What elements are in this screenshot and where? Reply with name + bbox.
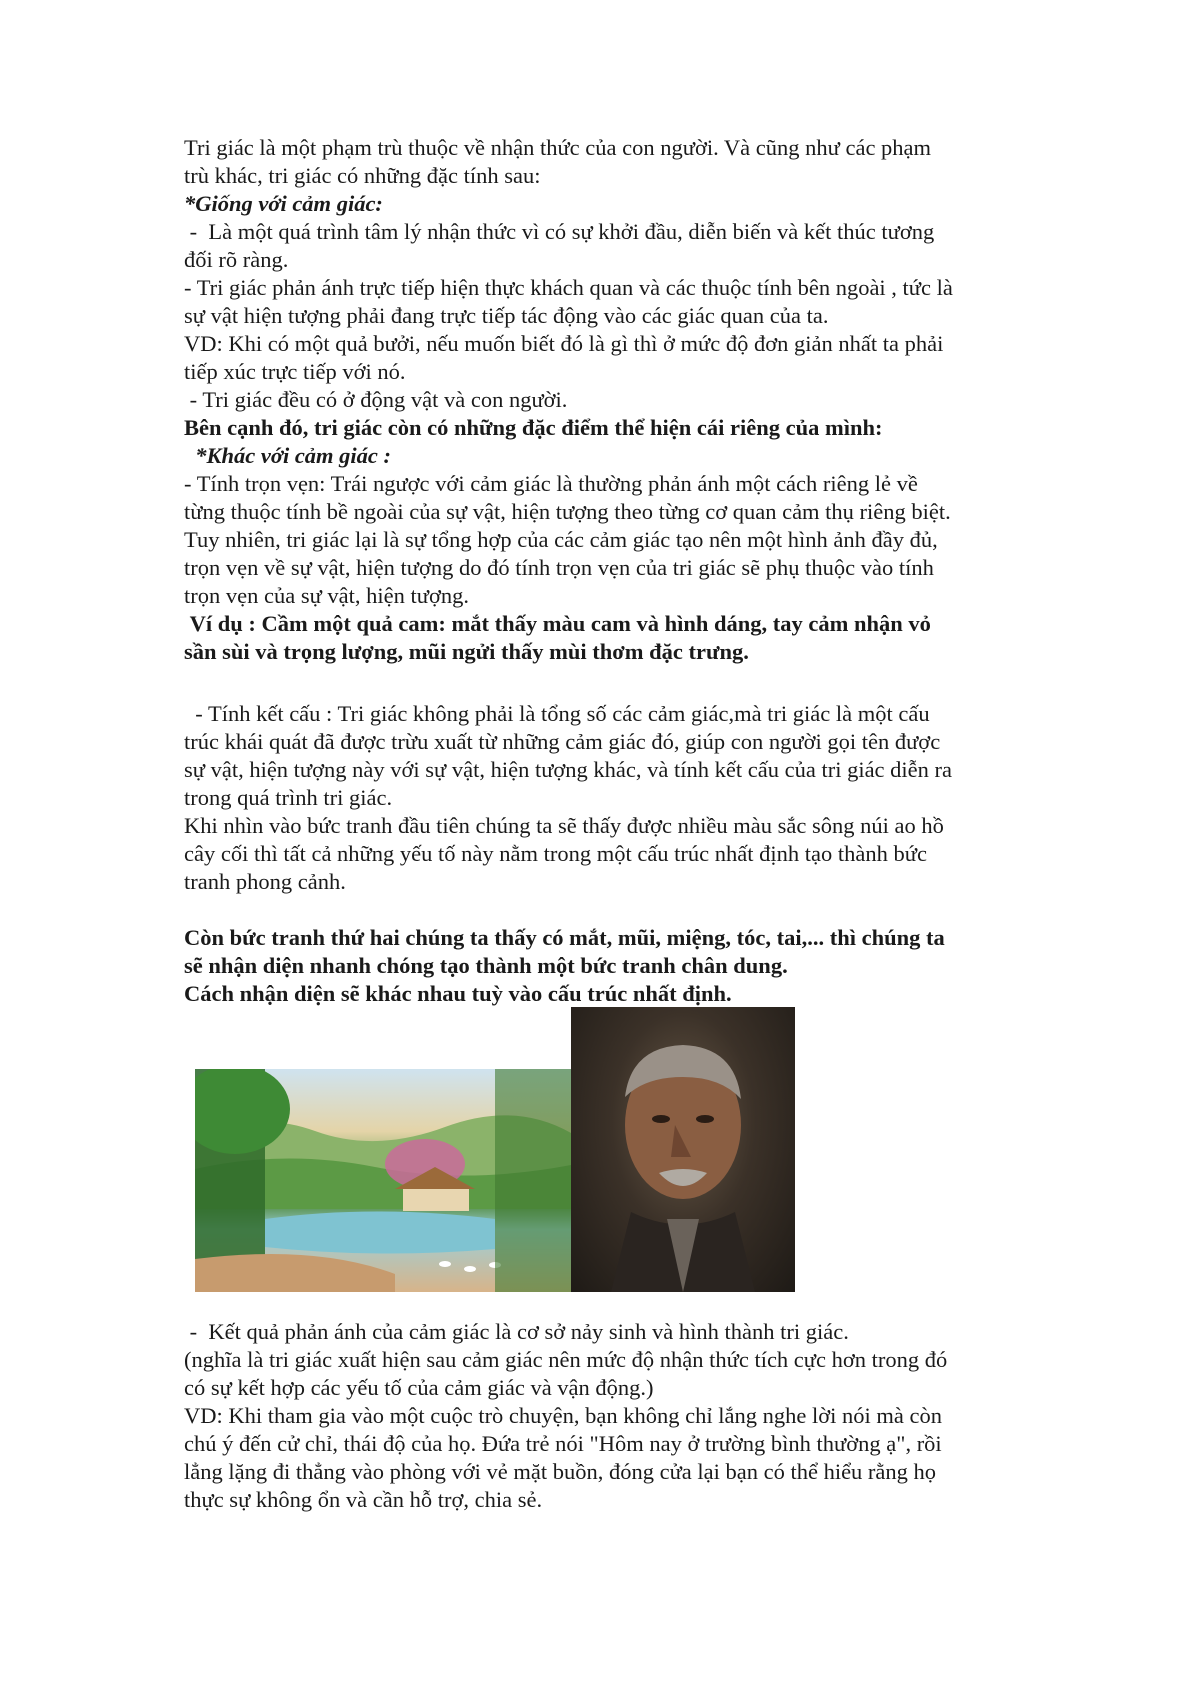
ben-canh-heading: Bên cạnh đó, tri giác còn có những đặc điểm thể hiện cái riêng của mình: <box>184 415 883 440</box>
giong-example: VD: Khi có một quả bưởi, nếu muốn biết đó là gì thì ở mức độ đơn giản nhất ta phải tiếp xúc trực tiếp với nó. <box>184 331 944 384</box>
buc-tranh-dau-tien: Khi nhìn vào bức tranh đầu tiên chúng ta sẽ thấy được nhiều màu sắc sông núi ao hồ cây cối thì tất cả những yếu tố này nằm trong một cấu trúc nhất định tạo thành bức tranh phong cảnh. <box>184 813 944 894</box>
vi-du-qua-cam: Ví dụ : Cầm một quả cam: mắt thấy màu cam và hình dáng, tay cảm nhận vỏ sần sùi và trọng lượng, mũi ngửi thấy mùi thơm đặc trưng. <box>184 611 931 664</box>
portrait-painting-image <box>571 1007 795 1292</box>
section-dac-tinh <box>184 134 1034 666</box>
tinh-tron-ven-paragraph: - Tính trọn vẹn: Trái ngược với cảm giác là thường phản ánh một cách riêng lẻ về từng thuộc tính bề ngoài của sự vật, hiện tượng theo từng cơ quan cảm thụ riêng biệt. Tuy nhiên, tri giác lại là sự tổng hợp của các cảm giác tạo nên một hình ảnh đầy đủ, trọn vẹn về sự vật, hiện tượng do đó tính trọn vẹn của tri giác sẽ phụ thuộc vào tính trọn vẹn của sự vật, hiện tượng. <box>184 471 951 608</box>
buc-tranh-thu-hai: Còn bức tranh thứ hai chúng ta thấy có mắt, mũi, miệng, tóc, tai,... thì chúng ta sẽ nhận diện nhanh chóng tạo thành một bức tranh chân dung. Cách nhận diện sẽ khác nhau tuỳ vào cấu trúc nhất định. <box>184 925 945 1006</box>
landscape-painting-image <box>195 1069 571 1292</box>
heading-khac-voi-cam-giac: *Khác với cảm giác : <box>184 443 392 468</box>
tinh-ket-cau-paragraph: - Tính kết cấu : Tri giác không phải là tổng số các cảm giác,mà tri giác là một cấu trúc khái quát đã được trừu xuất từ những cảm giác đó, giúp con người gọi tên được sự vật, hiện tượng này với sự vật, hiện tượng khác, và tính kết cấu của tri giác diễn ra trong quá trình tri giác. <box>184 701 953 810</box>
giong-item-1: - Là một quá trình tâm lý nhận thức vì có sự khởi đầu, diễn biến và kết thúc tương đối rõ ràng. <box>184 219 935 272</box>
ket-qua-paragraph: - Kết quả phản ánh của cảm giác là cơ sở nảy sinh và hình thành tri giác. <box>184 1319 849 1344</box>
section-ket-cau <box>184 700 1034 1008</box>
giong-item-2: - Tri giác phản ánh trực tiếp hiện thực khách quan và các thuộc tính bên ngoài , tức là sự vật hiện tượng phải đang trực tiếp tác động vào các giác quan của ta. <box>184 275 953 328</box>
heading-giong-voi-cam-giac: *Giống với cảm giác: <box>184 191 383 216</box>
giong-item-3: - Tri giác đều có ở động vật và con người. <box>184 387 568 412</box>
section-ket-qua <box>184 1318 1034 1514</box>
nghia-la-paragraph: (nghĩa là tri giác xuất hiện sau cảm giác nên mức độ nhận thức tích cực hơn trong đó có sự kết hợp các yếu tố của cảm giác và vận động.) <box>184 1347 948 1400</box>
vd-dua-tre-paragraph: VD: Khi tham gia vào một cuộc trò chuyện, bạn không chỉ lắng nghe lời nói mà còn chú ý đến cử chỉ, thái độ của họ. Đứa trẻ nói "Hôm nay ở trường bình thường ạ", rồi lẳng lặng đi thẳng vào phòng với vẻ mặt buồn, đóng cửa lại bạn có thể hiểu rằng họ thực sự không ổn và cần hỗ trợ, chia sẻ. <box>184 1403 942 1512</box>
intro-paragraph: Tri giác là một phạm trù thuộc về nhận thức của con người. Và cũng như các phạm trù khác, tri giác có những đặc tính sau: <box>184 135 932 188</box>
figure-images <box>195 1007 795 1292</box>
